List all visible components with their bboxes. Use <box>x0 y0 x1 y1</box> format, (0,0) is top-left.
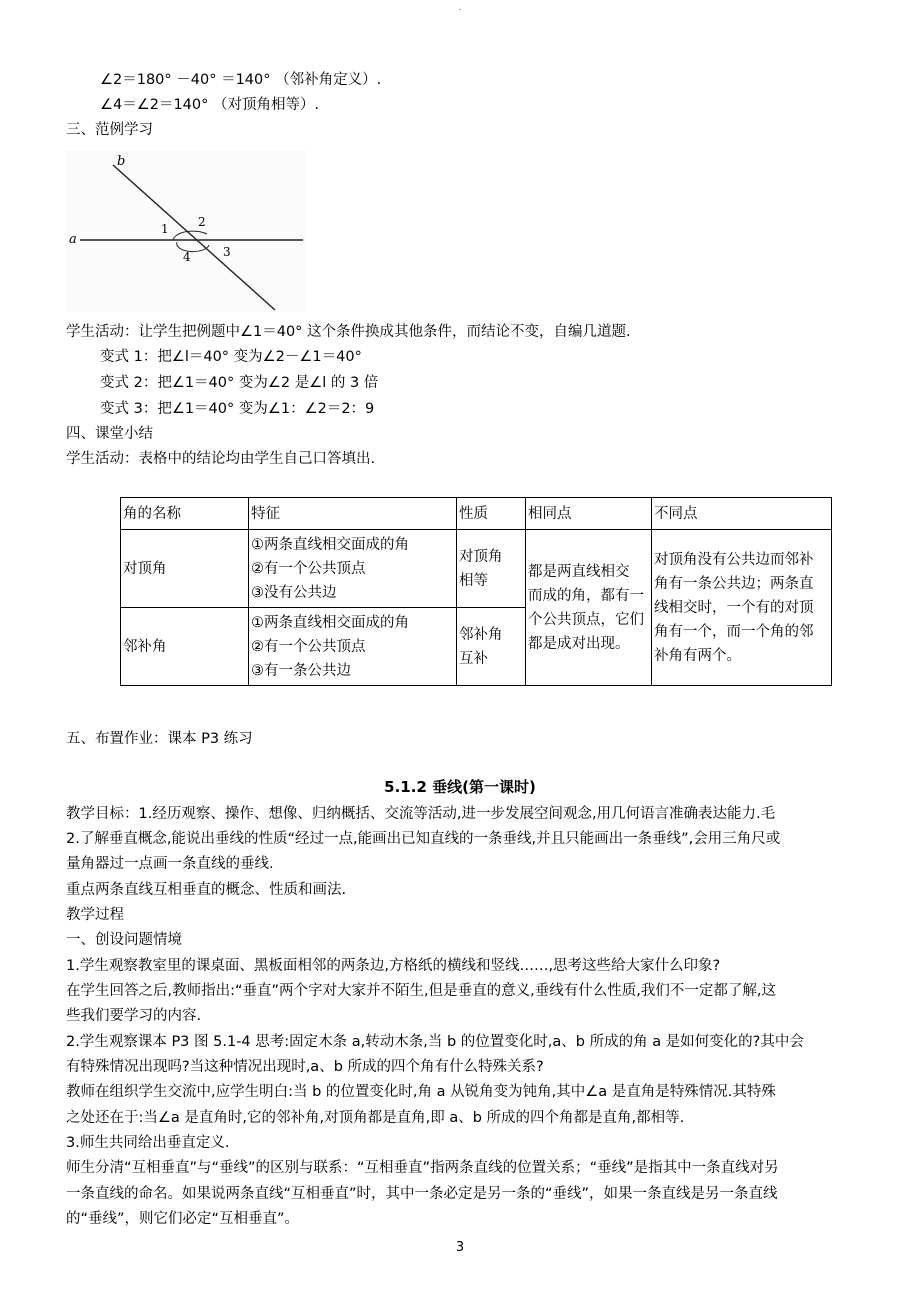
name-cell: 邻补角 <box>121 608 249 686</box>
body-line: 些我们要学习的内容. <box>66 1008 202 1024</box>
same-line: 都是成对出现。 <box>528 635 630 652</box>
same-line: 而成的角，都有一 <box>528 587 644 604</box>
body-line: 1.学生观察教室里的课桌面、黑板面相邻的两条边,方格纸的横线和竖线……,思考这些给大家什么印象? <box>66 958 721 974</box>
table-row <box>121 530 832 608</box>
line-b <box>113 165 275 310</box>
table-header-row <box>121 498 832 530</box>
header-cell: 性质 <box>457 498 526 530</box>
summary-table <box>120 497 832 686</box>
page-number: 3 <box>455 1240 465 1255</box>
text-line: ∠2＝180° －40° ＝140° （邻补角定义）. <box>100 72 382 88</box>
angle-2-label: 2 <box>198 215 206 229</box>
property-line: 对顶角 <box>459 548 503 565</box>
angle-3-label: 3 <box>223 245 231 259</box>
body-line: 在学生回答之后,教师指出:“垂直”两个字对大家并不陌生,但是垂直的意义,垂线有什么性质,我们不一定都了解,这 <box>66 983 776 999</box>
body-line: 教师在组织学生交流中,应学生明白:当 b 的位置变化时,角 a 从锐角变为钝角,其中∠a 是直角是特殊情况.其特殊 <box>66 1084 776 1100</box>
feature-line: ②有一个公共顶点 <box>251 560 366 577</box>
property-line: 邻补角 <box>459 626 503 643</box>
feature-line: ③有一条公共边 <box>251 662 351 679</box>
diff-cell <box>652 530 832 686</box>
same-line: 个公共顶点，它们 <box>528 611 644 628</box>
body-line: 教学过程 <box>66 907 124 923</box>
angle-1-label: 1 <box>161 222 169 236</box>
name-cell: 对顶角 <box>121 530 249 608</box>
body-line: 3.师生共同给出垂直定义. <box>66 1135 230 1151</box>
header-cell: 相同点 <box>526 498 652 530</box>
body-line: 师生分清“互相垂直”与“垂线”的区别与联系：“互相垂直”指两条直线的位置关系；“垂线”是指其中一条直线对另 <box>66 1160 779 1176</box>
property-line: 相等 <box>459 572 488 589</box>
label-b: b <box>117 154 126 169</box>
text-line: 变式 1：把∠l＝40° 变为∠2－∠1＝40° <box>100 349 362 365</box>
diff-line: 角有一个，而一个角的邻 <box>654 623 814 640</box>
body-line: 2.了解垂直概念,能说出垂线的性质“经过一点,能画出已知直线的一条垂线,并且只能画出一条垂线”,会用三角尺或 <box>66 831 781 847</box>
angle-4-label: 4 <box>183 250 191 264</box>
text-line: 变式 2：把∠1＝40° 变为∠2 是∠l 的 3 倍 <box>100 375 379 391</box>
feature-line: ②有一个公共顶点 <box>251 638 366 655</box>
text-line: ∠4＝∠2＝140° （对顶角相等）. <box>100 97 320 113</box>
feature-line: ①两条直线相交面成的角 <box>251 614 409 631</box>
text-line: 学生活动：让学生把例题中∠1＝40° 这个条件换成其他条件，而结论不变，自编几道题. <box>66 324 631 340</box>
body-line: 的“垂线”，则它们必定“互相垂直”。 <box>66 1211 300 1227</box>
header-cell: 特征 <box>249 498 457 530</box>
features-cell <box>249 608 457 686</box>
property-cell <box>457 608 526 686</box>
body-line: 量角器过一点画一条直线的垂线. <box>66 856 274 872</box>
property-line: 互补 <box>459 650 488 667</box>
header-cell: 不同点 <box>652 498 832 530</box>
body-line: 教学目标：1.经历观察、操作、想像、归纳概括、交流等活动,进一步发展空间观念,用几何语言准确表达能力.毛 <box>66 806 776 822</box>
body-line: 一、创设问题情境 <box>66 932 182 948</box>
same-line: 都是两直线相交 <box>528 563 630 580</box>
feature-line: ①两条直线相交面成的角 <box>251 536 409 553</box>
header-cell: 角的名称 <box>121 498 249 530</box>
section-heading: 五、布置作业：课本 P3 练习 <box>66 731 253 747</box>
body-line: 之处还在于:当∠a 是直角时,它的邻补角,对顶角都是直角,即 a、b 所成的四个角都是直角,都相等. <box>66 1110 685 1126</box>
diff-line: 线相交时，一个有的对顶 <box>654 599 814 616</box>
property-cell <box>457 530 526 608</box>
text-line: 学生活动：表格中的结论均由学生自己口答填出. <box>66 451 376 467</box>
diff-line: 补角有两个。 <box>654 647 741 664</box>
section-title: 5.1.2 垂线(第一课时) <box>384 778 536 796</box>
body-line: 有特殊情况出现吗?当这种情况出现时,a、b 所成的四个角有什么特殊关系? <box>66 1059 544 1075</box>
body-line: 2.学生观察课本 P3 图 5.1-4 思考:固定木条 a,转动木条,当 b 的位置变化时,a、b 所成的角 a 是如何变化的?其中会 <box>66 1034 804 1050</box>
figure-svg <box>65 150 307 312</box>
body-line: 一条直线的命名。如果说两条直线“互相垂直”时，其中一条必定是另一条的“垂线”，如果一条直线是另一条直线 <box>66 1186 778 1202</box>
header-mark: . <box>458 2 462 13</box>
angle-arc <box>173 231 207 240</box>
same-cell <box>526 530 652 686</box>
text-line: 变式 3：把∠1＝40° 变为∠1：∠2＝2：9 <box>100 401 375 417</box>
label-a: a <box>69 232 77 247</box>
diff-line: 角有一条公共边；两条直 <box>654 575 814 592</box>
section-heading: 三、范例学习 <box>66 122 153 138</box>
section-heading: 四、课堂小结 <box>66 426 153 442</box>
intersecting-lines-figure <box>65 150 307 312</box>
diff-line: 对顶角没有公共边而邻补 <box>654 551 814 568</box>
body-line: 重点两条直线互相垂直的概念、性质和画法. <box>66 882 347 898</box>
feature-line: ③没有公共边 <box>251 584 337 601</box>
features-cell <box>249 530 457 608</box>
